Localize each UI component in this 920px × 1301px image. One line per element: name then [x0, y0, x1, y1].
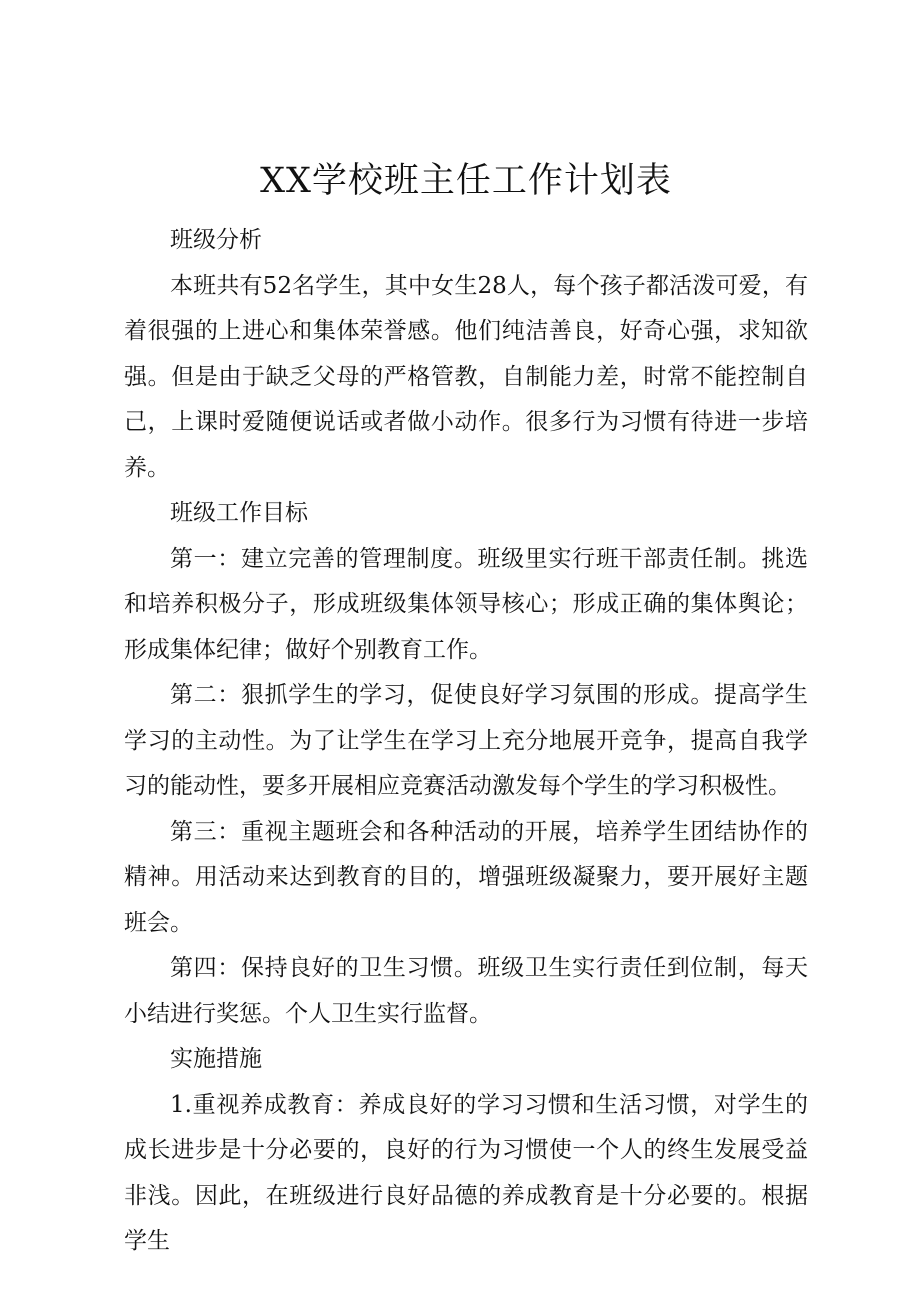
section-heading-class-analysis: 班级分析	[170, 227, 262, 253]
paragraph-goal-1: 第一：建立完善的管理制度。班级里实行班干部责任制。挑选和培养积极分子，形成班级集体领导核心；形成正确的集体舆论；形成集体纪律；做好个别教育工作。	[124, 545, 808, 663]
document-title: XX学校班主任工作计划表	[260, 161, 672, 201]
paragraph-class-analysis: 本班共有52名学生，其中女生28人，每个孩子都活泼可爱，有着很强的上进心和集体荣誉感。他们纯洁善良，好奇心强，求知欲强。但是由于缺乏父母的严格管教，自制能力差，时常不能控制自己，上课时爱随便说话或者做小动作。很多行为习惯有待进一步培养。	[124, 272, 808, 481]
paragraph-goal-4: 第四：保持良好的卫生习惯。班级卫生实行责任到位制，每天小结进行奖惩。个人卫生实行监督。	[124, 955, 808, 1027]
section-heading-measures: 实施措施	[170, 1046, 262, 1072]
paragraph-measure-1: 1.重视养成教育：养成良好的学习习惯和生活习惯，对学生的成长进步是十分必要的，良好的行为习惯使一个人的终生发展受益非浅。因此，在班级进行良好品德的养成教育是十分必要的。根据学生	[124, 1091, 808, 1254]
paragraph-goal-2: 第二：狠抓学生的学习，促使良好学习氛围的形成。提高学生学习的主动性。为了让学生在学习上充分地展开竞争，提高自我学习的能动性，要多开展相应竞赛活动激发每个学生的学习积极性。	[124, 682, 808, 799]
paragraph-goal-3: 第三：重视主题班会和各种活动的开展，培养学生团结协作的精神。用活动来达到教育的目的，增强班级凝聚力，要开展好主题班会。	[124, 818, 808, 936]
section-heading-class-goals: 班级工作目标	[170, 500, 308, 526]
document-page	[124, 150, 808, 1265]
